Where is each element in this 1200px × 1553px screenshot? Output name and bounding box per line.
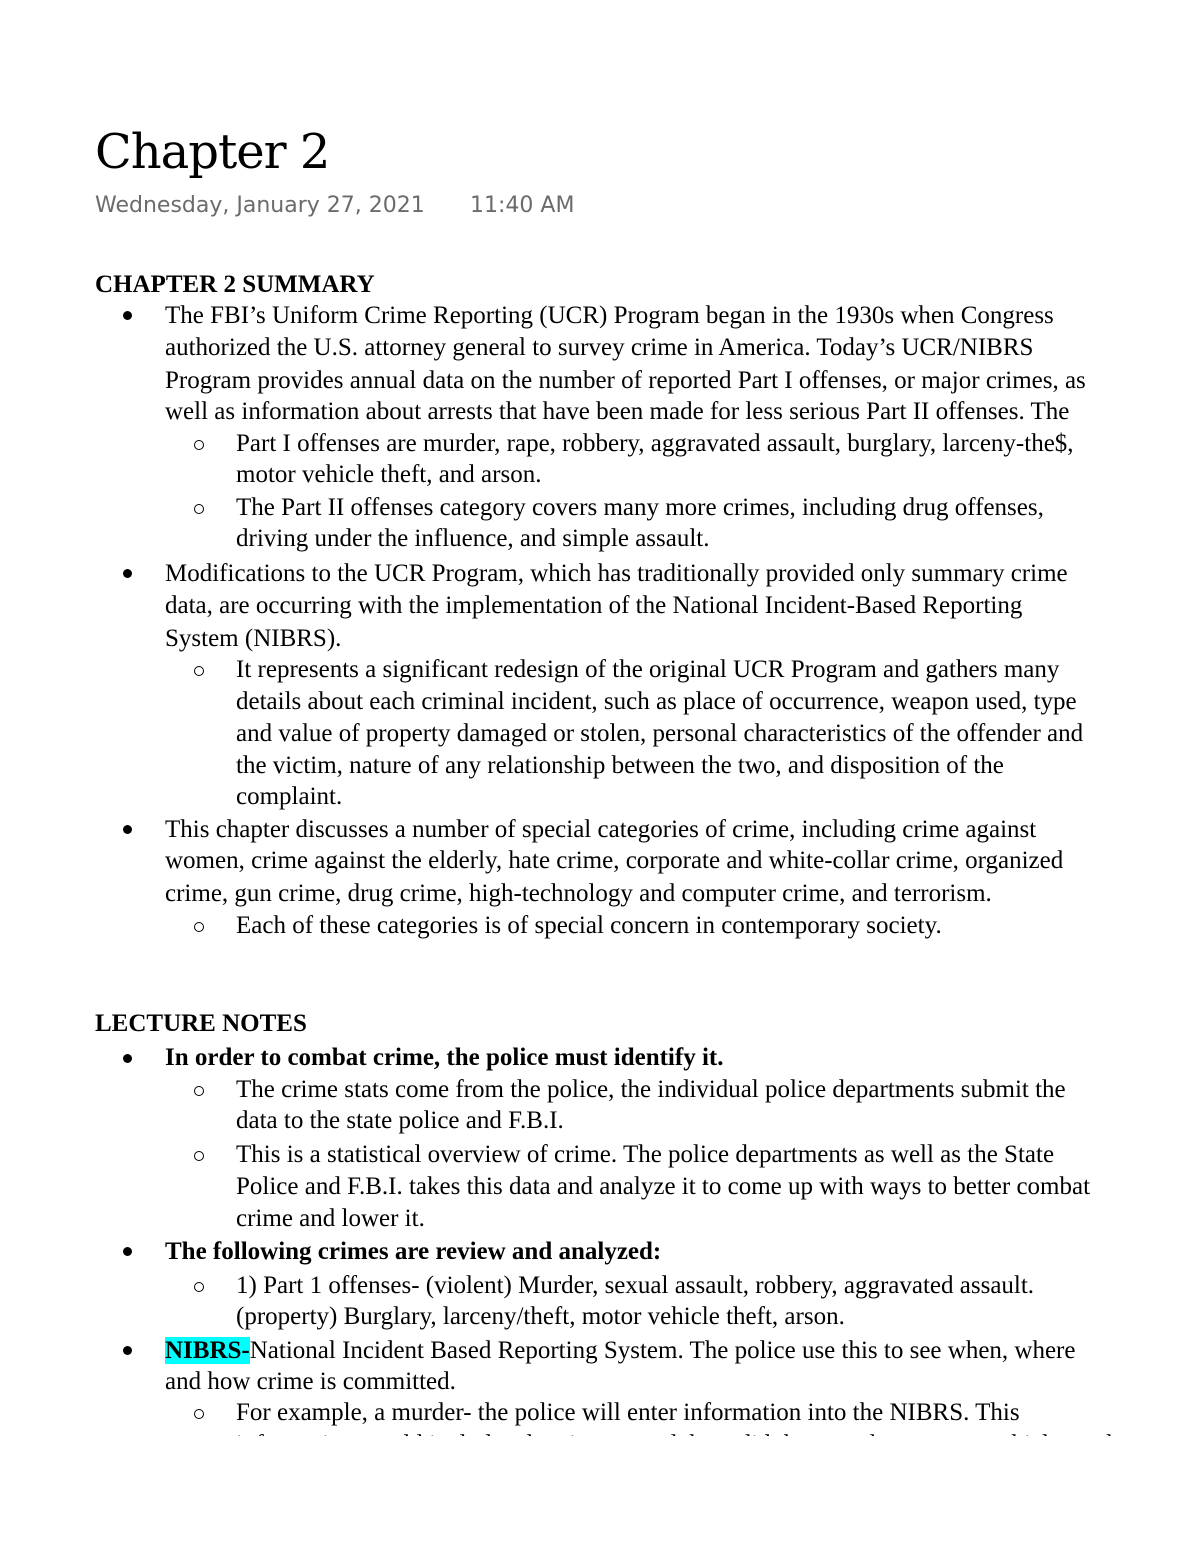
summary-bullet-3-line: women, crime against the elderly, hate crime, corporate and white-collar crime, organized [165, 847, 1064, 874]
page-time: 11:40 AM [470, 193, 575, 218]
lecture-sub-bullet-line: crime and lower it. [236, 1205, 425, 1232]
summary-bullet-1-line: The FBI’s Uniform Crime Reporting (UCR) Program began in the 1930s when Congress [165, 302, 1054, 329]
summary-bullet-2-line: data, are occurring with the implementation of the National Incident-Based Reporting [165, 592, 1023, 619]
summary-bullet-2-line: Modifications to the UCR Program, which has traditionally provided only summary crime [165, 560, 1068, 587]
lecture-sub-bullet-line: (property) Burglary, larceny/theft, motor vehicle theft, arson. [236, 1303, 845, 1330]
summary-bullet-1-line: Program provides annual data on the number of reported Part I offenses, or major crimes, as [165, 367, 1086, 394]
sub-bullet-icon [194, 1409, 204, 1419]
summary-sub-bullet-line: driving under the influence, and simple assault. [236, 525, 710, 552]
bullet-icon [123, 825, 132, 834]
sub-bullet-icon [194, 504, 204, 514]
sub-bullet-icon [194, 1282, 204, 1292]
summary-bullet-3-line: crime, gun crime, drug crime, high-technology and computer crime, and terrorism. [165, 880, 992, 907]
sub-bullet-icon [194, 440, 204, 450]
sub-bullet-icon [194, 1086, 204, 1096]
summary-bullet-1-line: authorized the U.S. attorney general to survey crime in America. Today’s UCR/NIBRS [165, 334, 1034, 361]
summary-sub-bullet-line: The Part II offenses category covers many more crimes, including drug offenses, [236, 494, 1044, 521]
summary-heading: CHAPTER 2 SUMMARY [95, 271, 375, 298]
page-title: Chapter 2 [95, 124, 330, 180]
sub-bullet-icon [194, 1151, 204, 1161]
lecture-bullet-3-text: National Incident Based Reporting System. The police use this to see when, where [249, 1337, 1076, 1364]
lecture-heading: LECTURE NOTES [95, 1010, 307, 1037]
lecture-bullet-3-line: and how crime is committed. [165, 1368, 456, 1395]
summary-sub-bullet-line: complaint. [236, 783, 343, 810]
sub-bullet-icon [194, 666, 204, 676]
summary-sub-bullet-line: details about each criminal incident, such as place of occurrence, weapon used, type [236, 688, 1077, 715]
bullet-icon [123, 1247, 132, 1256]
summary-sub-bullet-line: and value of property damaged or stolen, personal characteristics of the offender and [236, 720, 1084, 747]
lecture-sub-bullet-line: Police and F.B.I. takes this data and analyze it to come up with ways to better combat [236, 1173, 1091, 1200]
summary-bullet-1-line: well as information about arrests that have been made for less serious Part II offenses. The [165, 398, 1070, 425]
summary-bullet-3-line: This chapter discusses a number of special categories of crime, including crime against [165, 816, 1037, 843]
sub-bullet-icon [194, 922, 204, 932]
lecture-bullet-3-line [165, 1336, 1075, 1366]
lecture-sub-bullet-line: For example, a murder- the police will enter information into the NIBRS. This [236, 1399, 1020, 1426]
lecture-sub-bullet-line: data to the state police and F.B.I. [236, 1107, 564, 1134]
summary-sub-bullet-line: motor vehicle theft, and arson. [236, 461, 542, 488]
summary-sub-bullet-line: the victim, nature of any relationship between the two, and disposition of the [236, 752, 1004, 779]
summary-sub-bullet-line: It represents a significant redesign of the original UCR Program and gathers many [236, 656, 1060, 683]
bullet-icon [123, 311, 132, 320]
bullet-icon [123, 1346, 132, 1355]
summary-sub-bullet-line: Part I offenses are murder, rape, robbery, aggravated assault, burglary, larceny-the$, [236, 430, 1074, 457]
lecture-bullet-1-line: In order to combat crime, the police must identify it. [165, 1044, 724, 1071]
page-date: Wednesday, January 27, 2021 [95, 193, 425, 218]
lecture-sub-bullet-line: The crime stats come from the police, the individual police departments submit the [236, 1076, 1066, 1103]
summary-sub-bullet-line: Each of these categories is of special concern in contemporary society. [236, 912, 942, 939]
lecture-sub-bullet-line: This is a statistical overview of crime. The police departments as well as the State [236, 1141, 1055, 1168]
bullet-icon [123, 569, 132, 578]
summary-bullet-2-line: System (NIBRS). [165, 625, 342, 652]
bullet-icon [123, 1054, 132, 1063]
lecture-sub-bullet-line: 1) Part 1 offenses- (violent) Murder, sexual assault, robbery, aggravated assault. [236, 1272, 1035, 1299]
page-clip [0, 1436, 1200, 1553]
nibrs-highlight: NIBRS- [165, 1337, 250, 1364]
lecture-bullet-2-line: The following crimes are review and analyzed: [165, 1238, 662, 1265]
